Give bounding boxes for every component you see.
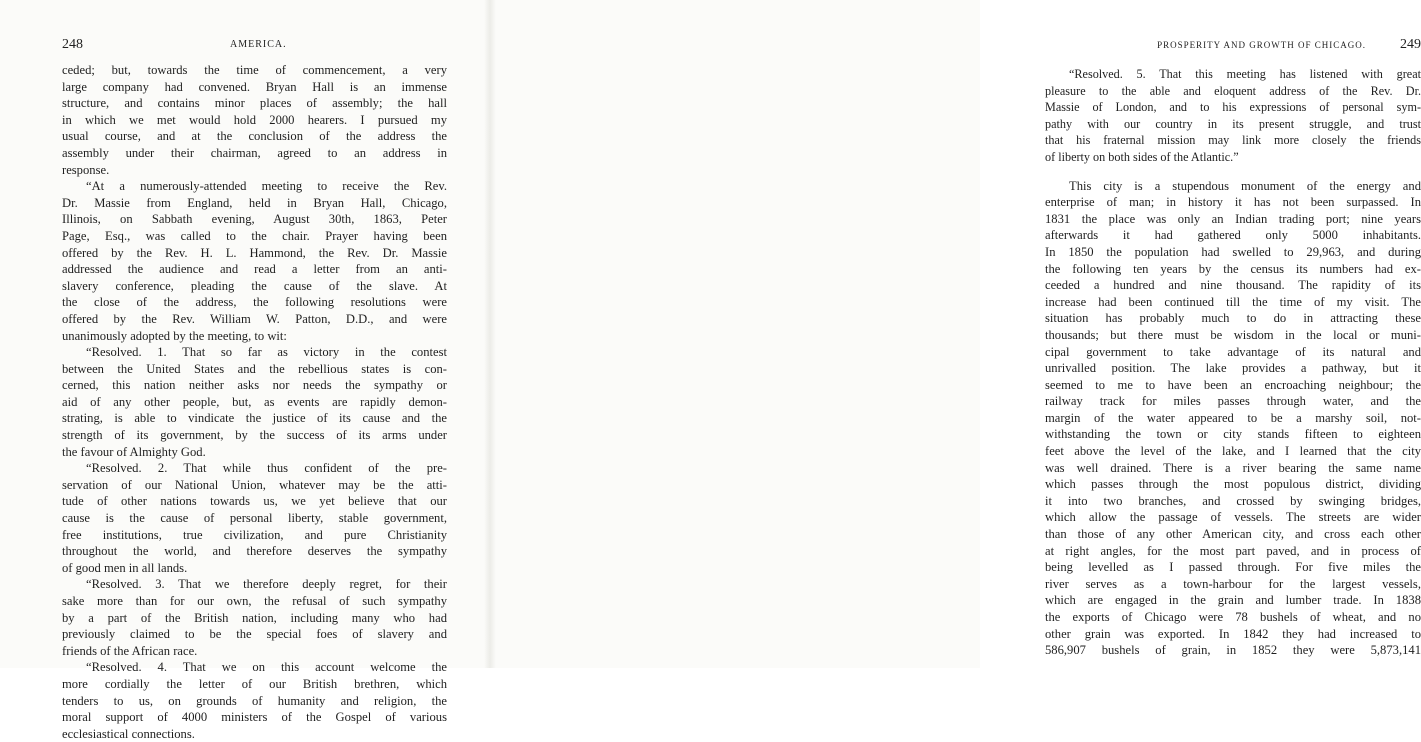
text-line: than those of any other American city, and cross each other [1045, 527, 1421, 542]
text-line: “At a numerously-attended meeting to receive the Rev. [86, 179, 447, 194]
left-running-head [62, 37, 447, 53]
text-line: Page, Esq., was called to the chair. Prayer having been [62, 228, 447, 243]
text-line: cause is the cause of personal liberty, stable government, [62, 511, 447, 526]
text-line: which allow the passage of vessels. The streets are wider [1045, 510, 1421, 525]
text-line: offered by the Rev. William W. Patton, D.D., and were [62, 311, 447, 326]
text-line: situation has probably much to do in attracting these [1045, 311, 1421, 326]
text-line: which are engaged in the grain and lumber trade. In 1838 [1045, 593, 1421, 608]
text-line: pleasure to the able and eloquent address of the Rev. Dr. [1045, 83, 1421, 98]
text-line: increase had been continued till the time of my visit. The [1045, 294, 1421, 309]
text-line: unrivalled position. The lake provides a pathway, but it [1045, 361, 1421, 376]
text-line: river serves as a town-harbour for the largest vessels, [1045, 576, 1421, 591]
text-line: ceeded a hundred and nine thousand. The rapidity of its [1045, 278, 1421, 293]
text-line: that his fraternal mission may link more closely the friends [1045, 133, 1421, 148]
text-line: throughout the world, and therefore deserves the sympathy [62, 544, 447, 559]
text-line: ceded; but, towards the time of commencement, a very [62, 63, 447, 77]
text-line: Dr. Massie from England, held in Bryan Hall, Chicago, [62, 195, 447, 210]
text-line: addressed the audience and read a letter from an anti- [62, 262, 447, 277]
text-line: structure, and contains minor places of assembly; the hall [62, 96, 447, 111]
left-running-head-title: AMERICA. [230, 39, 287, 50]
text-line: free institutions, true civilization, and pure Christianity [62, 527, 447, 542]
text-line: the exports of Chicago were 78 bushels of wheat, and no [1045, 610, 1421, 624]
text-line: 586,907 bushels of grain, in 1852 they were 5,873,141 [1045, 643, 1421, 658]
text-line: withstanding the town or city stands fifteen to eighteen [1045, 427, 1421, 442]
text-line: between the United States and the rebellious states is con- [62, 361, 447, 376]
text-line: previously claimed to be the special foes of slavery and [62, 627, 447, 642]
text-line: assembly under their chairman, agreed to an address in [62, 145, 447, 160]
text-line: “Resolved. 1. That so far as victory in the contest [86, 345, 447, 360]
chicago-paragraph [1045, 178, 1421, 659]
text-line: afterwards it had gathered only 5000 inhabitants. [1045, 228, 1421, 243]
text-line: by a part of the British nation, including many who had [62, 610, 447, 625]
text-line: response. [62, 162, 110, 177]
text-line: Massie of London, and to his expressions of personal sym- [1045, 100, 1421, 115]
right-running-head-title: PROSPERITY AND GROWTH OF CHICAGO. [1157, 40, 1366, 50]
text-line: sake more than for our own, the refusal of such sympathy [62, 594, 447, 608]
resolution-five-quote [1045, 66, 1421, 166]
text-line: “Resolved. 3. That we therefore deeply regret, for their [86, 577, 447, 592]
left-page-number: 248 [62, 37, 83, 52]
text-line: moral support of 4000 ministers of the Gospel of various [62, 710, 447, 725]
text-line: aid of any other people, but, as events are rapidly demon- [62, 394, 447, 409]
text-line: usual course, and at the conclusion of the address the [62, 129, 447, 144]
text-line: 1831 the place was only an Indian trading port; nine years [1045, 211, 1421, 226]
text-line: In 1850 the population had swelled to 29,963, and during [1045, 244, 1421, 259]
text-line: it into two branches, and crossed by swinging bridges, [1045, 493, 1421, 508]
text-line: of liberty on both sides of the Atlantic.” [1045, 149, 1239, 164]
text-line: at right angles, for the most part paved, and in process of [1045, 543, 1421, 558]
text-line: other grain was exported. In 1842 they had increased to [1045, 626, 1421, 641]
text-line: enterprise of man; in history it has not been surpassed. In [1045, 195, 1421, 210]
text-line: unanimously adopted by the meeting, to wit: [62, 328, 287, 343]
text-line: This city is a stupendous monument of the energy and [1069, 178, 1421, 193]
text-line: “Resolved. 2. That while thus confident of the pre- [86, 461, 447, 476]
text-line: ecclesiastical connections. [62, 726, 195, 741]
text-line: servation of our National Union, whatever may be the atti- [62, 477, 447, 492]
text-line: feet above the level of the lake, and I learned that the city [1045, 444, 1421, 459]
text-line: cipal government to take advantage of its natural and [1045, 344, 1421, 359]
text-line: friends of the African race. [62, 643, 198, 658]
text-line: the following ten years by the census its numbers had ex- [1045, 261, 1421, 276]
right-page [490, 0, 1421, 668]
text-line: “Resolved. 5. That this meeting has listened with great [1069, 67, 1421, 81]
left-page-text [62, 62, 447, 742]
text-line: being levelled as I passed through. For five miles the [1045, 560, 1421, 575]
text-line: of good men in all lands. [62, 560, 188, 575]
text-line: Illinois, on Sabbath evening, August 30th, 1863, Peter [62, 212, 447, 227]
text-line: cerned, this nation neither asks nor needs the sympathy or [62, 378, 447, 393]
text-line: which passes through the most populous district, dividing [1045, 477, 1421, 492]
text-line: tude of other nations towards us, we yet believe that our [62, 494, 447, 509]
text-line: strating, is able to vindicate the justice of its cause and the [62, 411, 447, 426]
text-line: railway track for miles passes through water, and the [1045, 394, 1421, 409]
text-line: thousands; but there must be wisdom in the local or muni- [1045, 327, 1421, 342]
text-line: seemed to me to have been an encroaching neighbour; the [1045, 377, 1421, 392]
text-line: tenders to us, on grounds of humanity and religion, the [62, 693, 447, 708]
text-line: large company had convened. Bryan Hall is an immense [62, 79, 447, 94]
paragraph-gap [1045, 166, 1421, 178]
text-line: strength of its government, by the success of its arms under [62, 428, 447, 443]
text-line: “Resolved. 4. That we on this account welcome the [86, 660, 447, 675]
text-line: the favour of Almighty God. [62, 444, 206, 459]
text-line: pathy with our country in its present struggle, and trust [1045, 116, 1421, 131]
text-line: slavery conference, pleading the cause of the slave. At [62, 278, 447, 293]
right-running-head [1038, 37, 1421, 53]
text-line: more cordially the letter of our British brethren, which [62, 676, 447, 691]
text-line: the close of the address, the following resolutions were [62, 295, 447, 310]
text-line: margin of the water appeared to be a marshy soil, not- [1045, 410, 1421, 425]
text-line: was well drained. There is a river bearing the same name [1045, 460, 1421, 475]
left-page [0, 0, 490, 741]
text-line: in which we met would hold 2000 hearers. I pursued my [62, 112, 447, 127]
text-line: offered by the Rev. H. L. Hammond, the Rev. Dr. Massie [62, 245, 447, 260]
right-page-number: 249 [1400, 37, 1421, 52]
right-page-text [1045, 66, 1421, 659]
